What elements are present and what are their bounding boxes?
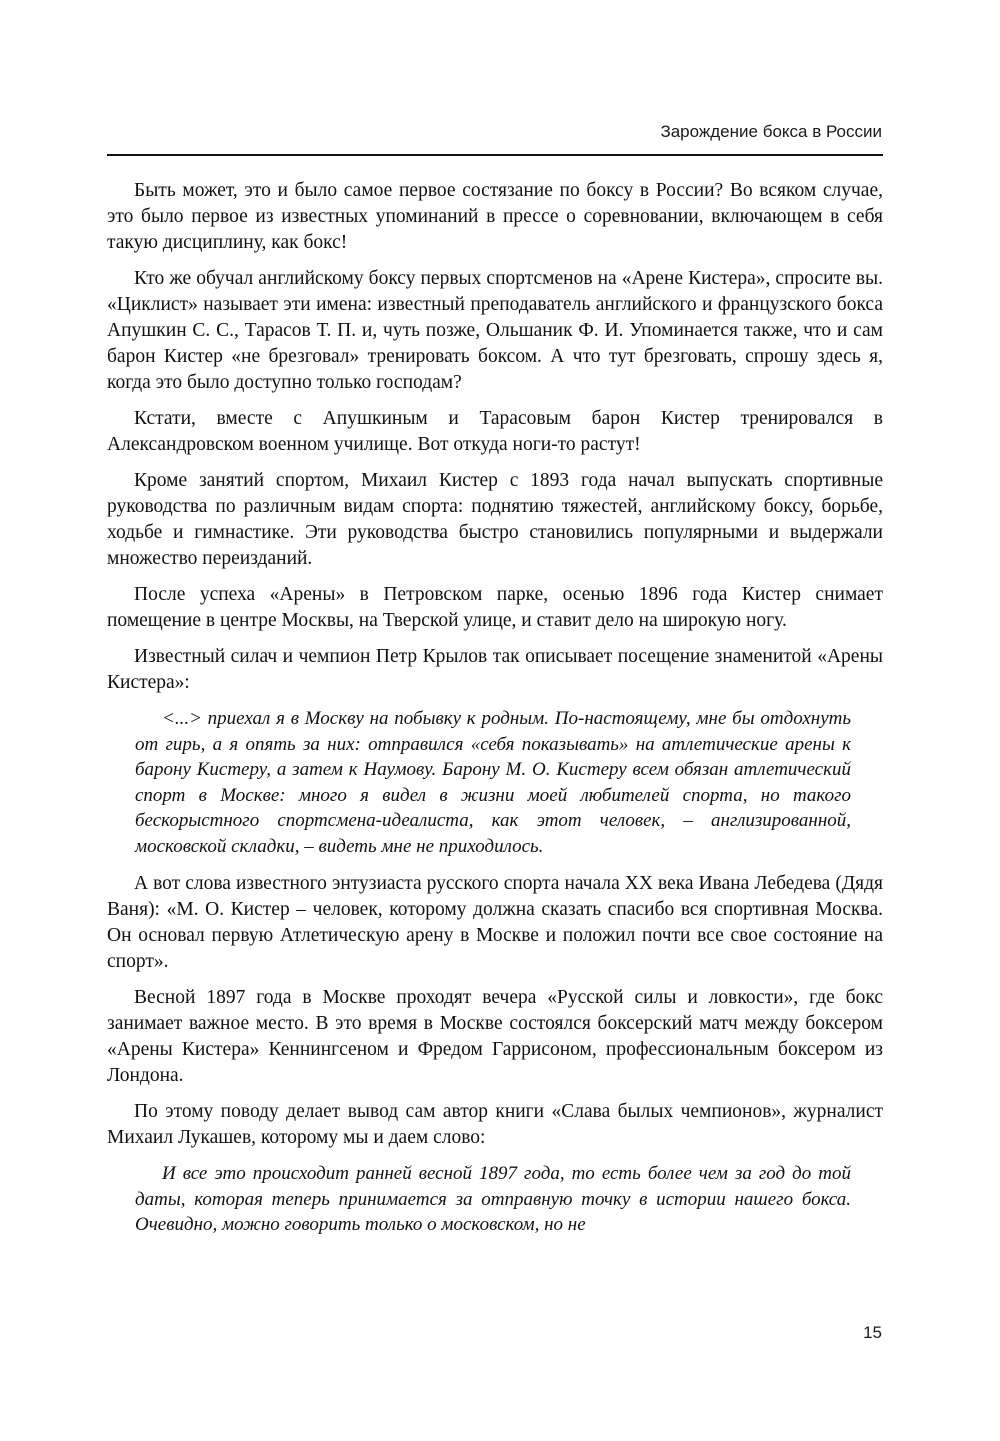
paragraph-9: По этому поводу делает вывод сам автор книги «Слава былых чемпионов», журналист Михаил Лукашев, которому мы и даем слово: xyxy=(107,1101,883,1148)
paragraph-2: Кто же обучал английскому боксу первых спортсменов на «Арене Кистера», спросите вы. «Циклист» называет эти имена: известный преподаватель английского и французского бокса Апушкин С. С., Тарасов Т. П. и, чуть позже, Ольшаник Ф. И. Упоминается также, что и сам барон Кистер «не брезговал» тренировать боксом. А что тут брезговать, спрошу здесь я, когда это было доступно только господам? xyxy=(107,268,883,393)
paragraph-3: Кстати, вместе с Апушкиным и Тарасовым барон Кистер тренировался в Александровском военном училище. Вот откуда ноги-то растут! xyxy=(107,408,883,455)
page-number: 15 xyxy=(863,1323,882,1342)
paragraph-8: Весной 1897 года в Москве проходят вечера «Русской силы и ловкости», где бокс занимает важное место. В это время в Москве состоялся боксерский матч между боксером «Арены Кистера» Кеннингсеном и Фредом Гаррисоном, профессиональным боксером из Лондона. xyxy=(107,987,883,1086)
running-head: Зарождение бокса в России xyxy=(660,122,882,141)
paragraph-1: Быть может, это и было самое первое состязание по боксу в России? Во всяком случае, это было первое из известных упоминаний в прессе о соревновании, включающем в себя такую дисциплину, как бокс! xyxy=(107,180,883,253)
paragraph-5: После успеха «Арены» в Петровском парке, осенью 1896 года Кистер снимает помещение в центре Москвы, на Тверской улице, и ставит дело на широкую ногу. xyxy=(107,584,883,631)
page-body xyxy=(107,178,883,1250)
quote-krylov: <...> приехал я в Москву на побывку к родным. По-настоящему, мне бы отдохнуть от гирь, а я опять за них: отправился «себя показывать» на атлетические арены к барону Кистеру, а затем к Наумову. Барону М. О. Кистеру всем обязан атлетический спорт в Москве: много я видел в жизни моей любителей спорта, но такого бескорыстного спортсмена-идеалиста, как этот человек, – англизированной, московской складки, – видеть мне не приходилось. xyxy=(135,708,851,857)
paragraph-6: Известный силач и чемпион Петр Крылов так описывает посещение знаменитой «Арены Кистера»: xyxy=(107,646,883,693)
header-rule xyxy=(107,154,883,156)
paragraph-7: А вот слова известного энтузиаста русского спорта начала XX века Ивана Лебедева (Дядя Ваня): «М. О. Кистер – человек, которому должна сказать спасибо вся спортивная Москва. Он основал первую Атлетическую арену в Москве и положил почти все свое состояние на спорт». xyxy=(107,873,883,972)
paragraph-4: Кроме занятий спортом, Михаил Кистер с 1893 года начал выпускать спортивные руководства по различным видам спорта: поднятию тяжестей, английскому боксу, борьбе, ходьбе и гимнастике. Эти руководства быстро становились популярными и выдержали множество переизданий. xyxy=(107,470,883,569)
quote-lukashev: И все это происходит ранней весной 1897 года, то есть более чем за год до той даты, которая теперь принимается за отправную точку в истории нашего бокса. Очевидно, можно говорить только о московском, но не xyxy=(135,1163,851,1235)
